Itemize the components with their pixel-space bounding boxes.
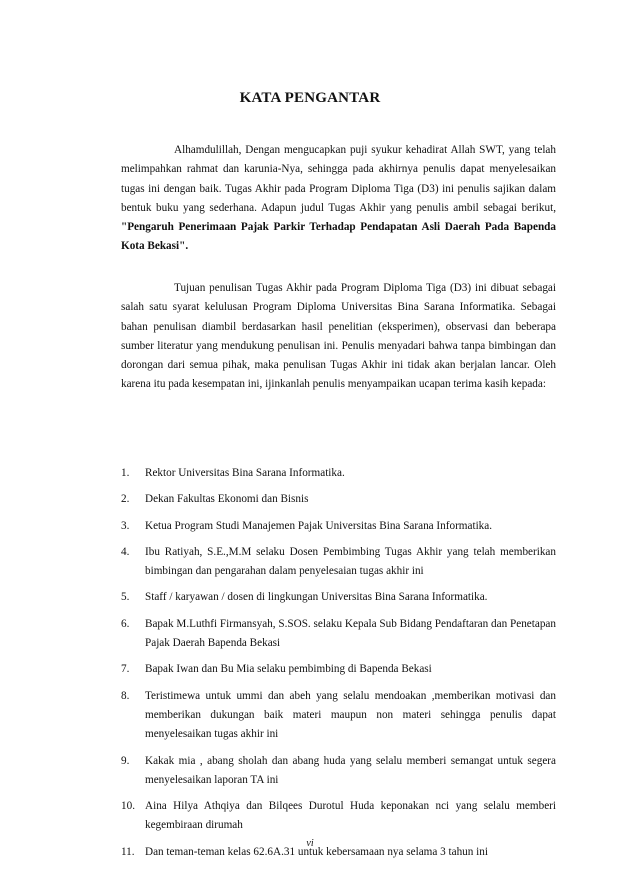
list-item (121, 687, 556, 745)
list-item-number: 5. (121, 591, 130, 604)
list-item-number: 4. (121, 545, 130, 558)
list-item-text: Bapak M.Luthfi Firmansyah, S.SOS. selaku Kepala Sub Bidang Pendaftaran dan Penetapan Pajak Daerah Bapenda Bekasi (145, 617, 556, 650)
page-title: KATA PENGANTAR (239, 90, 381, 106)
list-item-number: 9. (121, 754, 130, 767)
acknowledgement-list (121, 464, 556, 869)
list-item-text: Aina Hilya Athqiya dan Bilqees Durotul Huda keponakan nci yang selalu memberi kegembiraan dirumah (145, 800, 556, 832)
list-item (121, 517, 556, 536)
list-item-text: Ketua Program Studi Manajemen Pajak Universitas Bina Sarana Informatika. (145, 519, 493, 532)
list-item-text: Ibu Ratiyah, S.E.,M.M selaku Dosen Pembimbing Tugas Akhir yang telah memberikan bimbingan dan pengarahan dalam penyelesaian tugas akhir ini (145, 545, 556, 578)
opening-paragraph-text: Alhamdulillah, Dengan mengucapkan puji syukur kehadirat Allah SWT, yang telah melimpahkan rahmat dan karunia-Nya, sehingga pada akhirnya penulis dapat menyelesaikan tugas ini dengan baik. Tugas Akhir pada Program Diploma Tiga (D3) ini penulis sajikan dalam bentuk buku yang sederhana. Adapun judul Tugas Akhir yang penulis ambil sebagai berikut, (121, 144, 556, 214)
list-item (121, 615, 556, 654)
list-item-number: 6. (121, 617, 130, 630)
list-item-text: Dan teman-teman kelas 62.6A.31 untuk kebersamaan nya selama 3 tahun ini (145, 845, 488, 858)
list-item-text: Teristimewa untuk ummi dan abeh yang selalu mendoakan ,memberikan motivasi dan memberikan dukungan baik materi maupun non materi sehingga penulis dapat menyelesaikan tugas akhir ini (145, 689, 556, 741)
list-item-number: 2. (121, 493, 130, 506)
list-item-number: 7. (121, 663, 130, 676)
thesis-title: "Pengaruh Penerimaan Pajak Parkir Terhadap Pendapatan Asli Daerah Pada Bapenda Kota Bekasi". (121, 221, 556, 253)
opening-paragraph (121, 141, 556, 257)
list-item-text: Dekan Fakultas Ekonomi dan Bisnis (145, 493, 309, 506)
list-item (121, 588, 556, 607)
list-item (121, 490, 556, 509)
list-item-number: 1. (121, 467, 130, 479)
list-item-number: 8. (121, 689, 130, 702)
list-item-number: 11. (121, 845, 135, 858)
list-item-text: Kakak mia , abang sholah dan abang huda yang selalu memberi semangat untuk segera menyelesaikan laporan TA ini (145, 754, 556, 786)
list-item-number: 3. (121, 519, 130, 532)
list-item (121, 543, 556, 582)
page-number: vi (306, 838, 314, 849)
list-item-text: Rektor Universitas Bina Sarana Informatika. (145, 467, 345, 479)
list-item (121, 464, 556, 483)
list-item (121, 660, 556, 679)
list-item (121, 797, 556, 836)
purpose-paragraph (121, 279, 556, 395)
purpose-paragraph-text: Tujuan penulisan Tugas Akhir pada Program Diploma Tiga (D3) ini dibuat sebagai salah satu syarat kelulusan Program Diploma Universitas Bina Sarana Informatika. Sebagai bahan penulisan diambil berdasarkan hasil penelitian (eksperimen), observasi dan beberapa sumber literatur yang mendukung penulisan ini. Penulis menyadari bahwa tanpa bimbingan dan dorongan dari semua pihak, maka penulisan Tugas Akhir ini tidak akan berjalan lancar. Oleh karena itu pada kesempatan ini, ijinkanlah penulis menyampaikan ucapan terima kasih kepada: (121, 282, 556, 391)
list-item-text: Bapak Iwan dan Bu Mia selaku pembimbing di Bapenda Bekasi (145, 663, 432, 676)
list-item-text: Staff / karyawan / dosen di lingkungan Universitas Bina Sarana Informatika. (145, 591, 488, 604)
list-item-number: 10. (121, 800, 135, 813)
list-item (121, 752, 556, 791)
